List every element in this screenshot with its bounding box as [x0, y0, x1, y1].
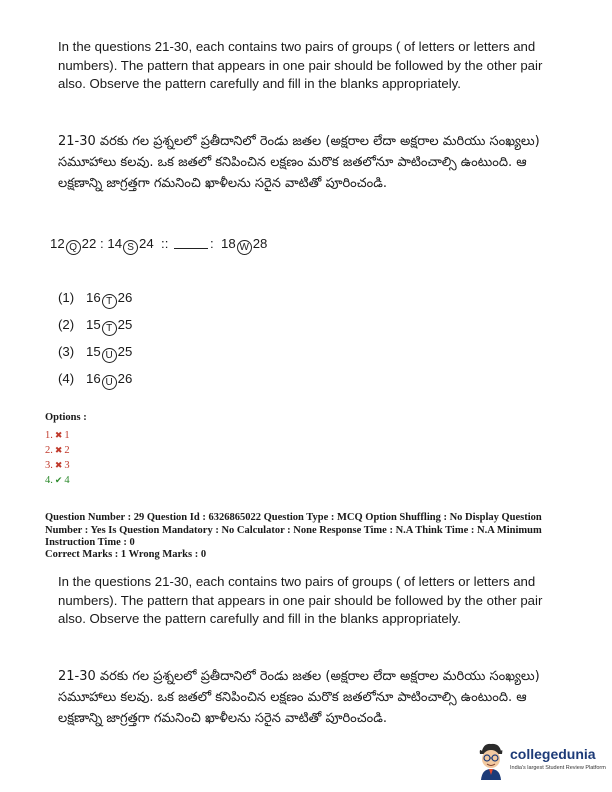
question-marks: Correct Marks : 1 Wrong Marks : 0 — [45, 549, 207, 560]
answer-num: 4. — [45, 475, 53, 486]
q-analogy-sign: :: — [161, 236, 169, 251]
answer-item-3 — [45, 459, 70, 472]
q-blank-sep: : — [210, 236, 214, 251]
question-intro-english: In the questions 21-30, each contains two pairs of groups ( of letters or letters and numbers). The pattern that appears in one pair should be followed by the other pair also. Observe the pattern carefully and fill in the blanks appropriately. — [58, 39, 543, 91]
option-label: (3) — [58, 344, 75, 359]
q-pair1-a-pre: 12 — [50, 236, 65, 251]
option-4 — [58, 370, 132, 390]
cross-icon: ✖ — [54, 430, 63, 440]
option-pre: 16 — [86, 371, 101, 386]
question-intro-telugu-repeat: 21-30 వరకు గల ప్రశ్నలలో ప్రతీదానిలో రెండు జతల (అక్షరాల లేదా అక్షరాల మరియు సంఖ్యలు) సమూహాలు కలవు. ఒక జతలో కనిపించిన లక్షణం మరొక జతలోనూ పాటించాల్సి ఉంటుంది. ఆ లక్షణాన్ని జాగ్రత్తగా గమనించి ఖాళీలను సరైన వాటితో పూరించండి. — [58, 669, 540, 726]
option-post: 26 — [117, 290, 133, 305]
cross-icon: ✖ — [54, 460, 63, 470]
q-pair2-b-pre: 18 — [221, 236, 236, 251]
q-pair1-b-pre: 14 — [107, 236, 123, 251]
answer-item-2 — [45, 444, 70, 457]
q-blank — [174, 238, 208, 249]
q-pair2-b-post: 28 — [252, 236, 268, 251]
option-2 — [58, 316, 132, 336]
answer-value: 2 — [64, 445, 70, 456]
check-icon: ✔ — [54, 475, 63, 485]
question-intro-telugu: 21-30 వరకు గల ప్రశ్నలలో ప్రతీదానిలో రెండు జతల (అక్షరాల లేదా అక్షరాల మరియు సంఖ్యలు) సమూహాలు కలవు. ఒక జతలో కనిపించిన లక్షణం మరొక జతలోనూ పాటించాల్సి ఉంటుంది. ఆ లక్షణాన్ని జాగ్రత్తగా గమనించి ఖాళీలను సరైన వాటితో పూరించండి. — [58, 134, 540, 191]
option-post: 26 — [117, 371, 133, 386]
option-label: (1) — [58, 290, 75, 305]
answer-num: 1. — [45, 430, 53, 441]
option-post: 25 — [117, 344, 133, 359]
option-3 — [58, 343, 132, 363]
option-pre: 15 — [86, 344, 101, 359]
question-analogy — [50, 234, 267, 255]
collegedunia-logo — [476, 742, 606, 782]
question-intro-english-repeat: In the questions 21-30, each contains two pairs of groups ( of letters or letters and numbers). The pattern that appears in one pair should be followed by the other pair also. Observe the pattern carefully and fill in the blanks appropriately. — [58, 574, 543, 626]
q-pair1-b-post: 24 — [139, 236, 154, 251]
answer-num: 3. — [45, 460, 53, 471]
answer-value: 1 — [64, 430, 70, 441]
answer-num: 2. — [45, 445, 53, 456]
logo-name: collegedunia — [510, 746, 596, 762]
q-pair1-a-circle: Q — [66, 240, 81, 255]
answer-item-1 — [45, 429, 70, 442]
logo-tagline: India's largest Student Review Platform — [510, 765, 606, 771]
mascot-icon — [476, 742, 506, 780]
option-1 — [58, 289, 132, 309]
option-label: (2) — [58, 317, 75, 332]
option-label: (4) — [58, 371, 75, 386]
q-pair1-b-circle: S — [123, 240, 138, 255]
option-circle: T — [102, 321, 117, 336]
option-post: 25 — [117, 317, 133, 332]
option-circle: U — [102, 375, 117, 390]
option-pre: 16 — [86, 290, 101, 305]
options-heading: Options : — [45, 412, 87, 423]
answer-item-4 — [45, 474, 70, 487]
q-pair1-a-post: 22 — [81, 236, 97, 251]
option-pre: 15 — [86, 317, 101, 332]
cross-icon: ✖ — [54, 445, 63, 455]
option-circle: U — [102, 348, 117, 363]
q-pair2-b-circle: W — [237, 240, 252, 255]
option-circle: T — [102, 294, 117, 309]
answer-value: 4 — [64, 475, 70, 486]
question-meta: Question Number : 29 Question Id : 6326865022 Question Type : MCQ Option Shuffling : No Display Question Number : Yes Is Question Mandatory : No Calculator : None Response Time : N.A Think Time : N.A Minimum Instruction Time : 0 — [45, 512, 542, 548]
q-sep: : — [100, 236, 104, 251]
answer-value: 3 — [64, 460, 70, 471]
